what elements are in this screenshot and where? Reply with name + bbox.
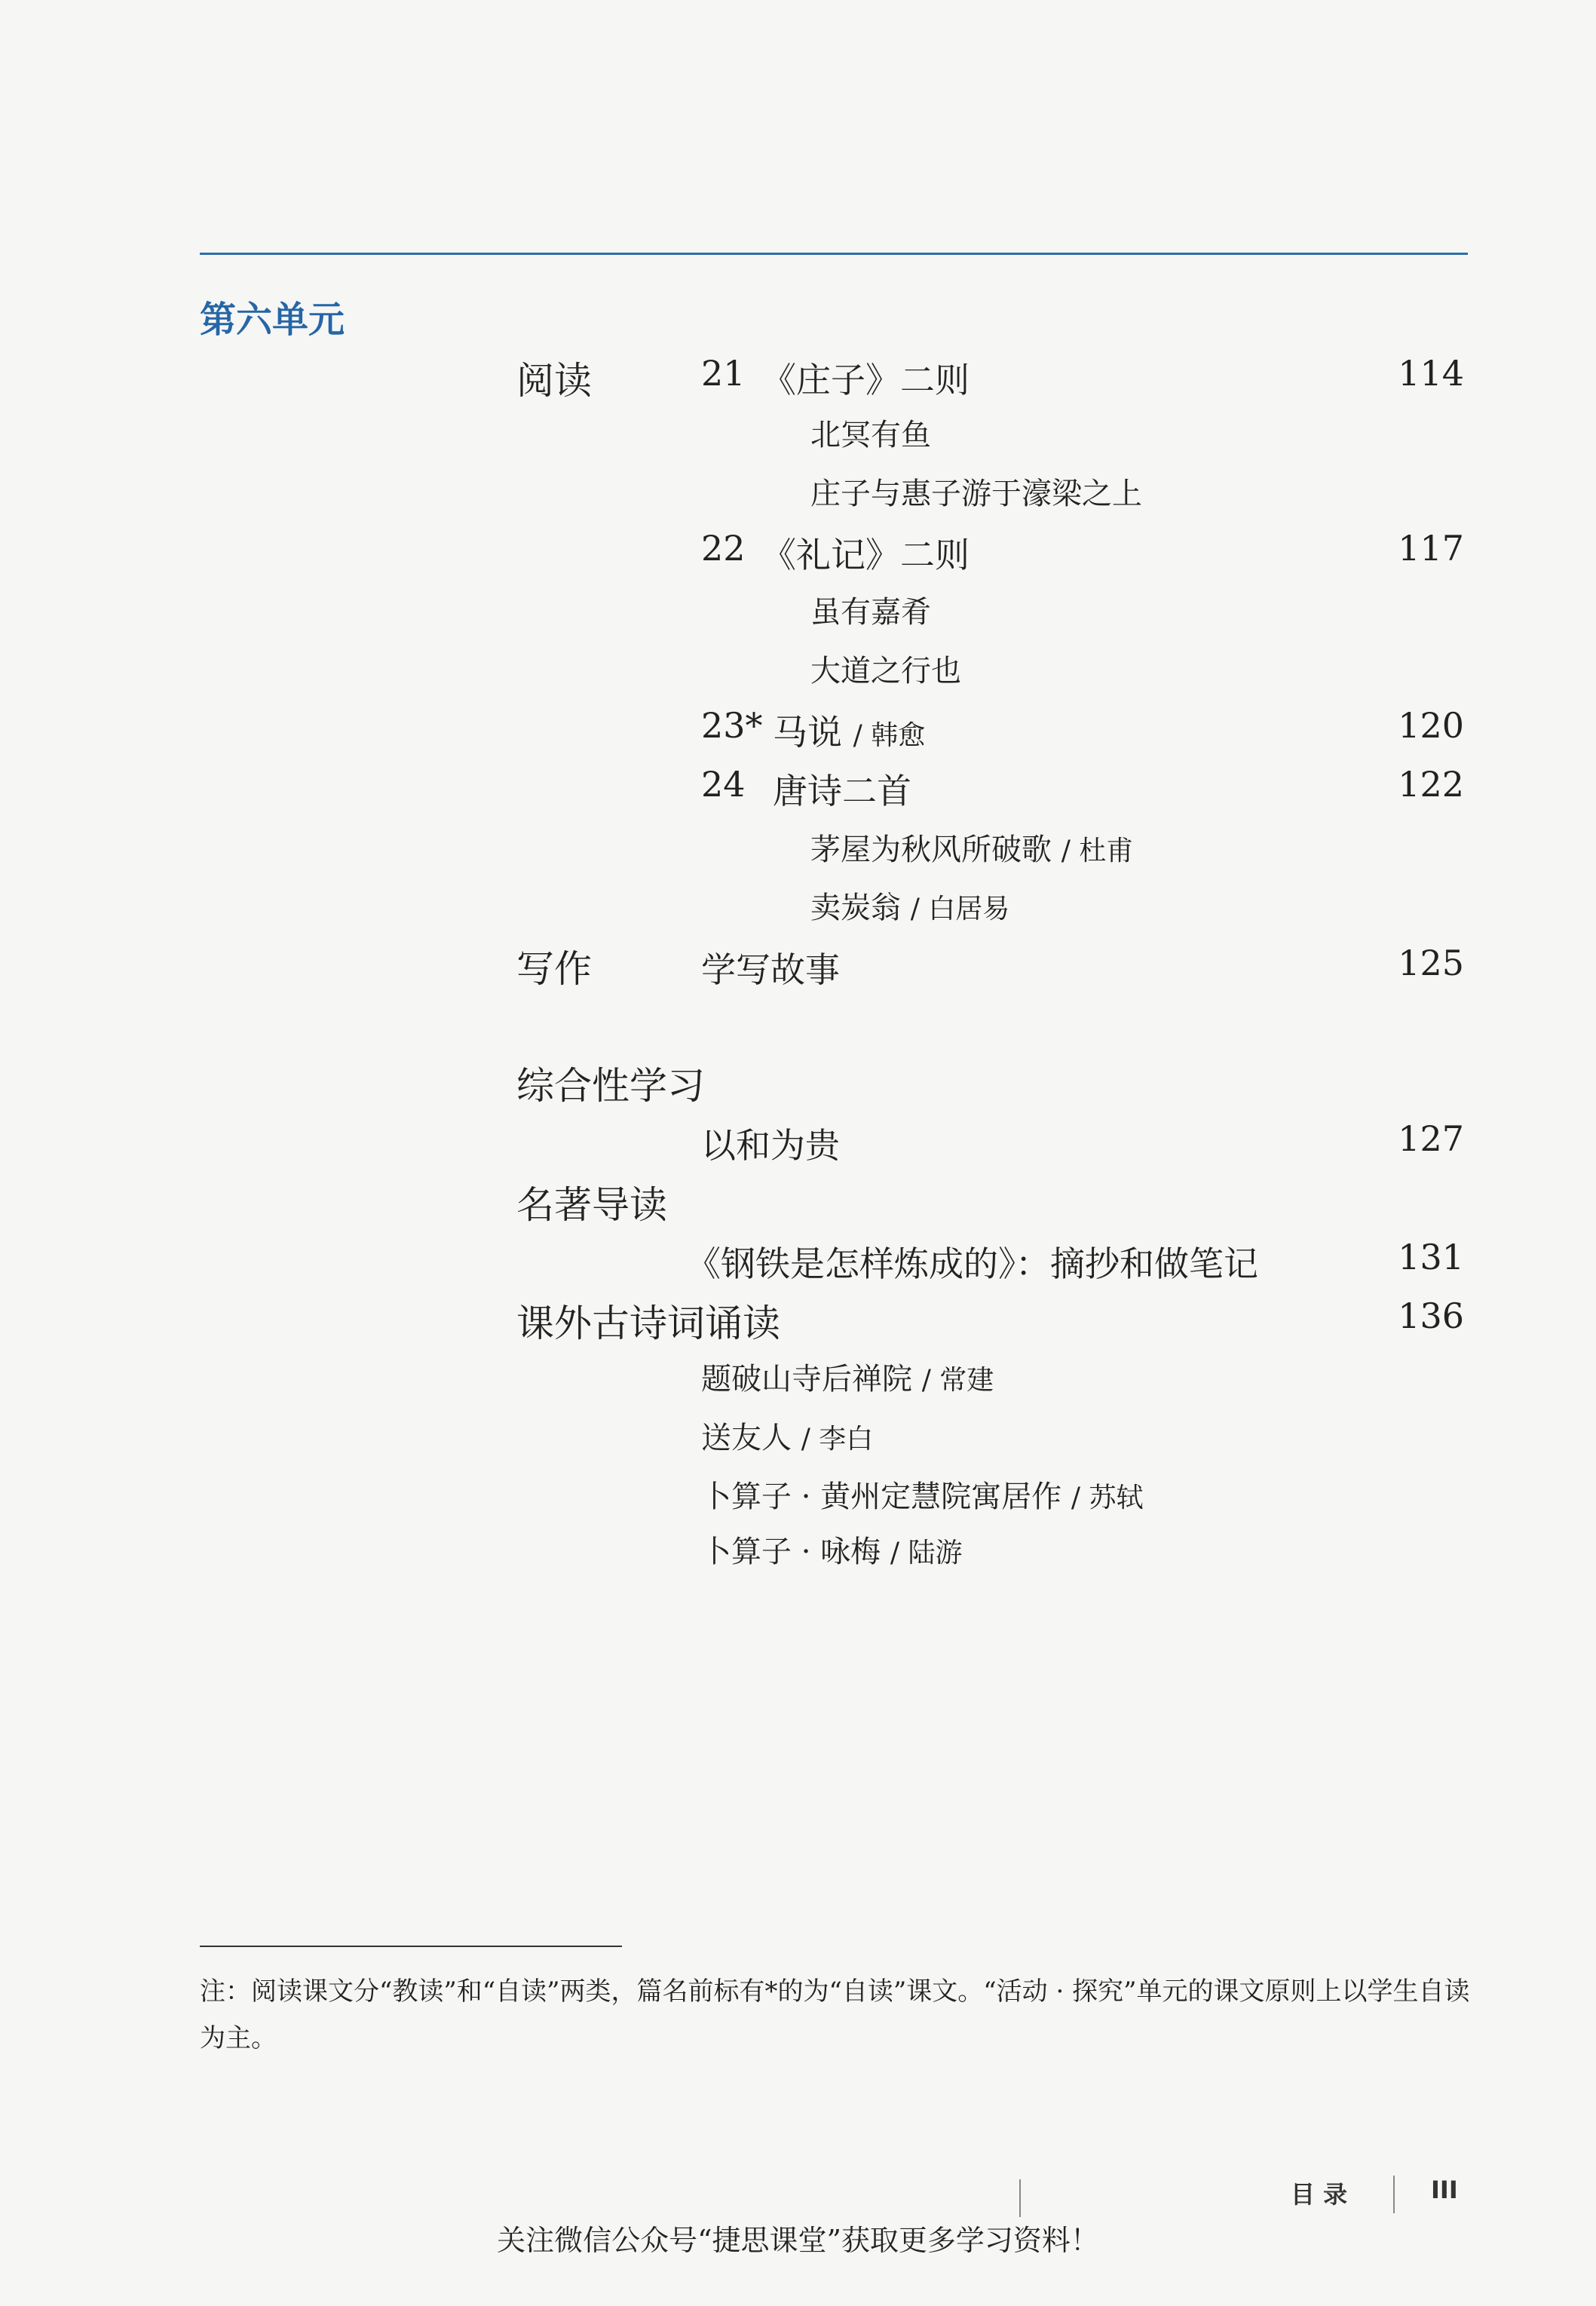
lesson-23-number: 23* (701, 705, 763, 746)
comprehensive-page: 127 (1398, 1118, 1464, 1159)
lesson-21-title[interactable]: 《庄子》二则 (761, 360, 970, 400)
lesson-24-sub-1-title: 茅屋为秋风所破歌 (810, 833, 1052, 867)
lesson-21-page: 114 (1398, 353, 1464, 394)
lesson-24-sub-1-author: / 杜甫 (1061, 836, 1134, 866)
poem-3-author: / 苏轼 (1071, 1483, 1144, 1513)
comprehensive-title[interactable]: 以和为贵 (701, 1125, 840, 1166)
classics-page: 131 (1398, 1237, 1464, 1277)
note-divider (200, 1946, 622, 1947)
poem-4[interactable] (701, 1528, 962, 1571)
poem-2-title: 送友人 (701, 1421, 792, 1455)
poem-2[interactable] (701, 1414, 873, 1457)
lesson-22-page: 117 (1398, 528, 1464, 569)
lesson-23-title-text: 马说 (773, 712, 842, 753)
poem-3[interactable] (701, 1473, 1143, 1516)
section-extra-poetry: 课外古诗词诵读 (516, 1302, 780, 1345)
writing-title[interactable]: 学写故事 (701, 949, 840, 990)
poem-1[interactable] (701, 1355, 994, 1398)
footer-divider-right (1393, 2176, 1395, 2213)
poem-2-author: / 李白 (801, 1424, 874, 1455)
lesson-22-sub-1[interactable]: 虽有嘉肴 (810, 595, 931, 630)
watermark-text: 关注微信公众号“捷思课堂”获取更多学习资料！ (497, 2224, 1099, 2257)
poem-1-author: / 常建 (921, 1365, 994, 1396)
lesson-22-title[interactable]: 《礼记》二则 (761, 535, 970, 575)
lesson-22-sub-2[interactable]: 大道之行也 (810, 654, 961, 688)
section-reading: 阅读 (516, 359, 592, 403)
lesson-24-sub-2-author: / 白居易 (910, 894, 1010, 925)
lesson-24-title[interactable]: 唐诗二首 (773, 771, 911, 811)
classics-title[interactable]: 《钢铁是怎样炼成的》：摘抄和做笔记 (686, 1243, 1258, 1284)
lesson-23-page: 120 (1398, 705, 1464, 746)
lesson-21-number: 21 (701, 353, 746, 394)
lesson-23-author: / 韩愈 (853, 720, 926, 751)
lesson-23-title[interactable] (773, 705, 925, 755)
poem-3-title: 卜算子 · 黄州定慧院寓居作 (701, 1480, 1062, 1514)
lesson-24-page: 122 (1398, 764, 1464, 805)
poem-1-title: 题破山寺后禅院 (701, 1362, 912, 1397)
lesson-24-sub-2-title: 卖炭翁 (810, 891, 901, 925)
extra-poetry-page: 136 (1398, 1296, 1464, 1336)
lesson-22-number: 22 (701, 528, 746, 569)
lesson-21-sub-1[interactable]: 北冥有鱼 (810, 418, 931, 452)
top-rule (200, 253, 1468, 255)
lesson-24-number: 24 (701, 764, 746, 805)
section-classics: 名著导读 (516, 1183, 667, 1227)
footnote: 注：阅读课文分“教读”和“自读”两类，篇名前标有*的为“自读”课文。“活动 · 探究”单元的课文原则上以学生自读为主。 (200, 1976, 1470, 2053)
footer-section-label: 目 录 (1291, 2180, 1348, 2209)
section-comprehensive: 综合性学习 (516, 1064, 705, 1108)
poem-4-author: / 陆游 (890, 1538, 963, 1569)
unit-title: 第六单元 (200, 299, 345, 341)
lesson-21-sub-2[interactable]: 庄子与惠子游于濠梁之上 (810, 477, 1142, 511)
footer-divider-left (1019, 2179, 1021, 2217)
poem-4-title: 卜算子 · 咏梅 (701, 1535, 881, 1569)
section-writing: 写作 (516, 947, 592, 991)
lesson-24-sub-2[interactable] (810, 884, 1009, 927)
lesson-24-sub-1[interactable] (810, 826, 1133, 869)
writing-page: 125 (1398, 943, 1464, 983)
footer-page-number: III (1431, 2176, 1458, 2204)
